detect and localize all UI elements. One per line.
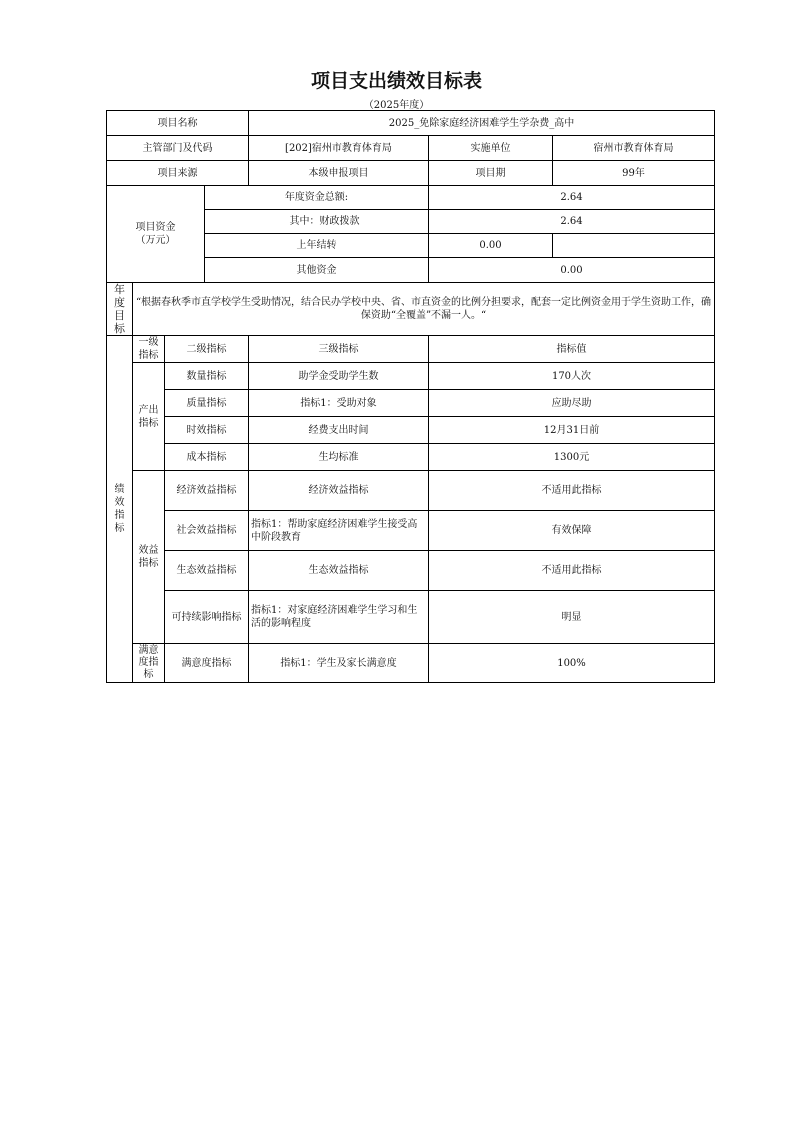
satisfaction-value: 100% bbox=[429, 644, 715, 683]
perf-label bbox=[107, 336, 133, 683]
benefit-l3-1 bbox=[249, 511, 429, 551]
source-label: 项目来源 bbox=[107, 161, 249, 186]
satisfaction-l2: 满意度指标 bbox=[165, 644, 249, 683]
page-title: 项目支出绩效目标表 bbox=[310, 70, 482, 92]
funds-label-line1: 项目资金 bbox=[135, 222, 176, 233]
header-level2: 二级指标 bbox=[165, 336, 249, 363]
project-name-label: 项目名称 bbox=[107, 111, 249, 136]
year-subtitle: （2025年度） bbox=[363, 100, 430, 111]
output-value-0: 170人次 bbox=[429, 363, 715, 390]
benefit-group-text: 效益指标 bbox=[138, 545, 159, 569]
benefit-value-0: 不适用此指标 bbox=[429, 471, 715, 511]
funds-carryover-value: 0.00 bbox=[429, 234, 553, 258]
benefit-group bbox=[133, 471, 165, 644]
funds-other-label: 其他资金 bbox=[205, 258, 429, 283]
funds-label-line2: （万元） bbox=[135, 235, 176, 246]
satisfaction-group-text: 满意度指标 bbox=[138, 645, 159, 680]
benefit-value-3: 明显 bbox=[429, 591, 715, 644]
header-level3: 三级指标 bbox=[249, 336, 429, 363]
benefit-l3-3 bbox=[249, 591, 429, 644]
satisfaction-group bbox=[133, 644, 165, 683]
period-value: 99年 bbox=[553, 161, 715, 186]
output-l2-2: 时效指标 bbox=[165, 417, 249, 444]
funds-total-value: 2.64 bbox=[429, 186, 715, 210]
performance-table bbox=[106, 110, 715, 683]
impl-value: 宿州市教育体育局 bbox=[553, 136, 715, 161]
funds-label bbox=[107, 186, 205, 283]
benefit-value-1: 有效保障 bbox=[429, 511, 715, 551]
funds-total-label: 年度资金总额: bbox=[205, 186, 429, 210]
benefit-l2-2: 生态效益指标 bbox=[165, 551, 249, 591]
funds-other-value: 0.00 bbox=[429, 258, 715, 283]
project-name-value: 2025_免除家庭经济困难学生学杂费_高中 bbox=[249, 111, 715, 136]
source-value: 本级申报项目 bbox=[249, 161, 429, 186]
output-l3-0: 助学金受助学生数 bbox=[249, 363, 429, 390]
output-l2-1: 质量指标 bbox=[165, 390, 249, 417]
benefit-l2-0: 经济效益指标 bbox=[165, 471, 249, 511]
benefit-l3-1-text: 指标1：帮助家庭经济困难学生接受高中阶段教育 bbox=[251, 518, 418, 543]
benefit-l3-2: 生态效益指标 bbox=[249, 551, 429, 591]
satisfaction-l3: 指标1：学生及家长满意度 bbox=[249, 644, 429, 683]
benefit-l2-3: 可持续影响指标 bbox=[165, 591, 249, 644]
benefit-value-2: 不适用此指标 bbox=[429, 551, 715, 591]
output-l3-3: 生均标准 bbox=[249, 444, 429, 471]
output-l2-3: 成本指标 bbox=[165, 444, 249, 471]
benefit-l3-0: 经济效益指标 bbox=[249, 471, 429, 511]
output-group bbox=[133, 363, 165, 471]
benefit-l2-1: 社会效益指标 bbox=[165, 511, 249, 551]
funds-carryover-empty bbox=[553, 234, 715, 258]
funds-fiscal-label: 其中：财政拨款 bbox=[205, 210, 429, 234]
funds-carryover-label: 上年结转 bbox=[205, 234, 429, 258]
goal-text: “根据春秋季市直学校学生受助情况，结合民办学校中央、省、市直资金的比例分担要求，配套一定比例资金用于学生资助工作，确保资助“全覆盖”不漏一人。“ bbox=[133, 283, 715, 336]
benefit-l3-3-text: 指标1：对家庭经济困难学生学习和生活的影响程度 bbox=[251, 605, 418, 629]
output-value-3: 1300元 bbox=[429, 444, 715, 471]
output-value-2: 12月31日前 bbox=[429, 417, 715, 444]
impl-label: 实施单位 bbox=[429, 136, 553, 161]
output-l2-0: 数量指标 bbox=[165, 363, 249, 390]
output-l3-2: 经费支出时间 bbox=[249, 417, 429, 444]
funds-fiscal-value: 2.64 bbox=[429, 210, 715, 234]
period-label: 项目期 bbox=[429, 161, 553, 186]
goal-label: 年度目标 bbox=[107, 283, 133, 336]
dept-label: 主管部门及代码 bbox=[107, 136, 249, 161]
perf-label-text: 绩效指标 bbox=[114, 484, 125, 534]
header-value: 指标值 bbox=[429, 336, 715, 363]
header-level1-text: 一级指标 bbox=[138, 337, 159, 361]
header-level1 bbox=[133, 336, 165, 363]
output-l3-1: 指标1：受助对象 bbox=[249, 390, 429, 417]
output-value-1: 应助尽助 bbox=[429, 390, 715, 417]
output-group-text: 产出指标 bbox=[138, 404, 159, 429]
dept-value: [202]宿州市教育体育局 bbox=[249, 136, 429, 161]
